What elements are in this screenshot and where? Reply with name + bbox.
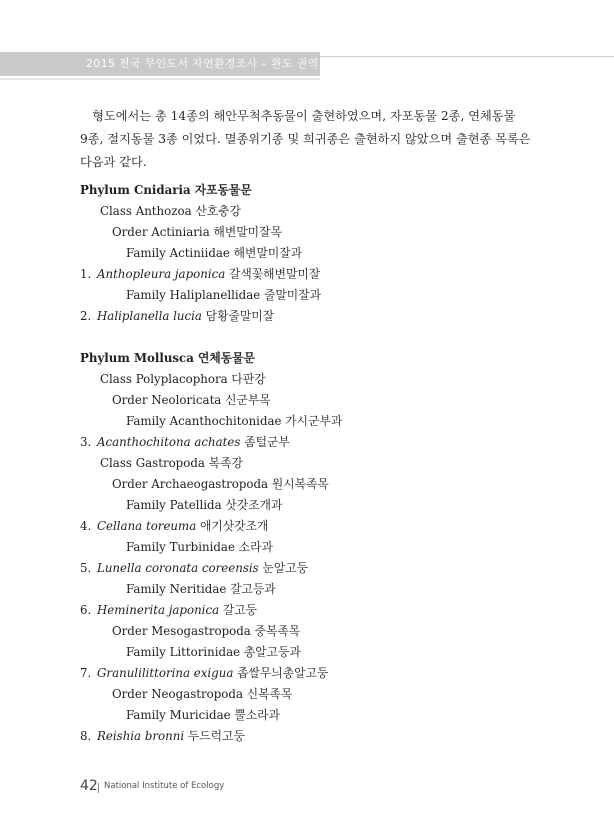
- species-korean-name: 좁쌀무늬총알고둥: [233, 666, 329, 680]
- family-heading: Family Muricidae 뿔소라과: [126, 708, 280, 722]
- species-number: 8.: [80, 729, 92, 743]
- intro-line: 형도에서는 총 14종의 해안무척추동물이 출현하였으며, 자포동물 2종, 연체동물: [92, 109, 516, 123]
- family-heading: Family Turbinidae 소라과: [126, 540, 273, 554]
- species-korean-name: 갈고둥: [219, 603, 258, 617]
- species-number: 5.: [80, 561, 92, 575]
- page-number: 42: [80, 778, 98, 794]
- phylum-heading: Phylum Cnidaria 자포동물문: [80, 183, 252, 197]
- header-title: 2015 전국 무인도서 자연환경조사 – 완도 권역: [86, 57, 319, 70]
- header-rule: [320, 56, 614, 57]
- species-scientific-name: Anthopleura japonica: [97, 267, 226, 281]
- species-scientific-name: Reishia bronni: [97, 729, 185, 743]
- intro-line: 다음과 같다.: [80, 155, 147, 169]
- species-item: [80, 434, 290, 450]
- species-number: 7.: [80, 666, 92, 680]
- species-korean-name: 좀털군부: [240, 435, 290, 449]
- species-korean-name: 갈색꽃해변말미잘: [225, 267, 321, 281]
- order-heading: Order Archaeogastropoda 원시복족목: [112, 477, 329, 491]
- species-item: [80, 266, 320, 282]
- phylum-heading: Phylum Mollusca 연체동물문: [80, 351, 255, 365]
- intro-line: 9종, 절지동물 3종 이었다. 멸종위기종 및 희귀종은 출현하지 않았으며 출현종 목록은: [80, 132, 531, 146]
- family-heading: Family Neritidae 갈고등과: [126, 582, 276, 596]
- species-item: [80, 665, 328, 681]
- species-item: [80, 728, 245, 744]
- footer-organization: National Institute of Ecology: [104, 781, 225, 791]
- class-heading: Class Anthozoa 산호충강: [100, 204, 241, 218]
- species-korean-name: 담황줄말미잘: [201, 309, 275, 323]
- order-heading: Order Neoloricata 신군부목: [112, 393, 271, 407]
- species-number: 3.: [80, 435, 92, 449]
- species-korean-name: 애기삿갓조개: [196, 519, 269, 533]
- species-number: 1.: [80, 267, 92, 281]
- species-number: 2.: [80, 309, 92, 323]
- species-item: [80, 308, 274, 324]
- order-heading: Order Actiniaria 해변말미잘목: [112, 225, 282, 239]
- species-item: [80, 518, 268, 534]
- species-scientific-name: Haliplanella lucia: [97, 309, 202, 323]
- header-underline: [0, 78, 320, 80]
- species-scientific-name: Granulilittorina exigua: [97, 666, 234, 680]
- intro-paragraph: [80, 105, 535, 174]
- class-heading: Class Gastropoda 복족강: [100, 456, 243, 470]
- species-korean-name: 두드럭고둥: [184, 729, 245, 743]
- family-heading: Family Acanthochitonidae 가시군부과: [126, 414, 343, 428]
- order-heading: Order Mesogastropoda 중복족목: [112, 624, 301, 638]
- species-item: [80, 560, 308, 576]
- species-item: [80, 602, 257, 618]
- family-heading: Family Actiniidae 해변말미잘과: [126, 246, 303, 260]
- class-heading: Class Polyplacophora 다판강: [100, 372, 266, 386]
- species-scientific-name: Cellana toreuma: [97, 519, 197, 533]
- family-heading: Family Littorinidae 총알고둥과: [126, 645, 301, 659]
- species-scientific-name: Lunella coronata coreensis: [97, 561, 259, 575]
- species-number: 6.: [80, 603, 92, 617]
- species-korean-name: 눈알고둥: [258, 561, 309, 575]
- species-scientific-name: Heminerita japonica: [97, 603, 220, 617]
- species-scientific-name: Acanthochitona achates: [97, 435, 241, 449]
- family-heading: Family Patellida 삿갓조개과: [126, 498, 283, 512]
- family-heading: Family Haliplanellidae 줄말미잘과: [126, 288, 321, 302]
- order-heading: Order Neogastropoda 신복족목: [112, 687, 293, 701]
- footer-separator: [98, 783, 99, 793]
- species-number: 4.: [80, 519, 92, 533]
